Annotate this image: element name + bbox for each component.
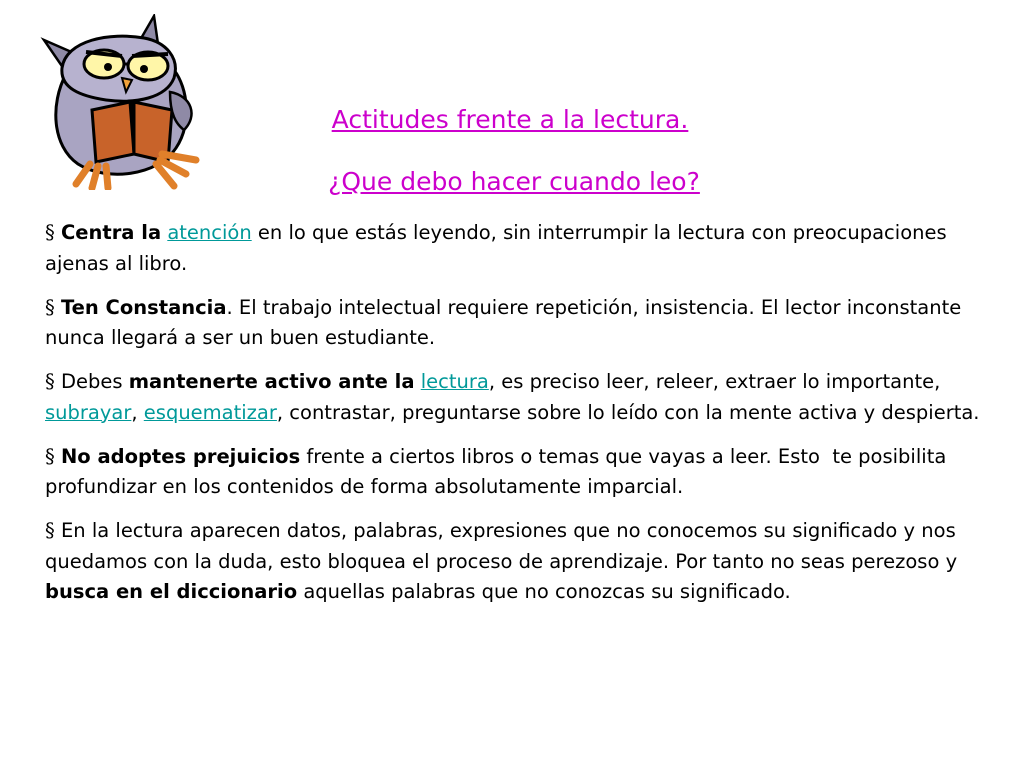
bold-text: mantenerte activo ante la — [128, 370, 415, 393]
paragraph-text: . El trabajo intelectual requiere repetición, insistencia. El lector inconstante nunca llegará a ser un buen estudiante. — [45, 295, 962, 349]
bullet-icon: § — [45, 221, 55, 244]
bullet-paragraph-5 — [45, 516, 985, 608]
bullet-icon: § — [45, 519, 55, 542]
paragraph-text: , es preciso leer, releer, extraer lo importante, — [488, 370, 941, 393]
link-subrayar[interactable]: subrayar — [45, 400, 132, 424]
bullet-paragraph-2 — [45, 293, 985, 354]
paragraph-text: aquellas palabras que no conozcas su significado. — [303, 580, 791, 603]
slide-title: Actitudes frente a la lectura. — [331, 105, 689, 134]
bold-text: Centra la — [60, 221, 162, 244]
paragraph-text: En la lectura aparecen datos, palabras, expresiones que no conocemos su significado y nos quedamos con la duda, esto bloquea el proceso de aprendizaje. Por tanto no seas perezoso y — [45, 519, 958, 573]
bullet-icon: § — [45, 444, 55, 468]
separator-text: , — [131, 400, 138, 424]
bullet-icon: § — [45, 295, 55, 319]
bullet-paragraph-1 — [45, 218, 985, 279]
owl-reading-book-image — [36, 14, 248, 190]
bold-text: busca en el diccionario — [45, 580, 298, 603]
bullet-paragraph-4 — [45, 442, 985, 503]
paragraph-text: Debes — [60, 370, 123, 393]
bold-text: No adoptes prejuicios — [60, 444, 301, 468]
bullet-paragraph-3 — [45, 367, 985, 428]
paragraph-text: , contrastar, preguntarse sobre lo leído con la mente activa y despierta. — [276, 400, 980, 424]
bullet-icon: § — [45, 370, 55, 393]
bold-text: Ten Constancia — [60, 295, 227, 319]
link-esquematizar[interactable]: esquematizar — [143, 400, 277, 424]
link-lectura[interactable]: lectura — [420, 370, 489, 393]
paragraph-text: en lo que estás leyendo, sin interrumpir la lectura con preocupaciones ajenas al libro. — [45, 221, 947, 275]
paragraph-text: frente a ciertos libros o temas que vayas a leer. Esto te posibilita profundizar en los contenidos de forma absolutamente imparcial. — [45, 444, 953, 498]
link-atencion[interactable]: atención — [167, 221, 252, 244]
slide-subtitle: ¿Que debo hacer cuando leo? — [328, 167, 700, 196]
slide-body — [45, 218, 985, 621]
